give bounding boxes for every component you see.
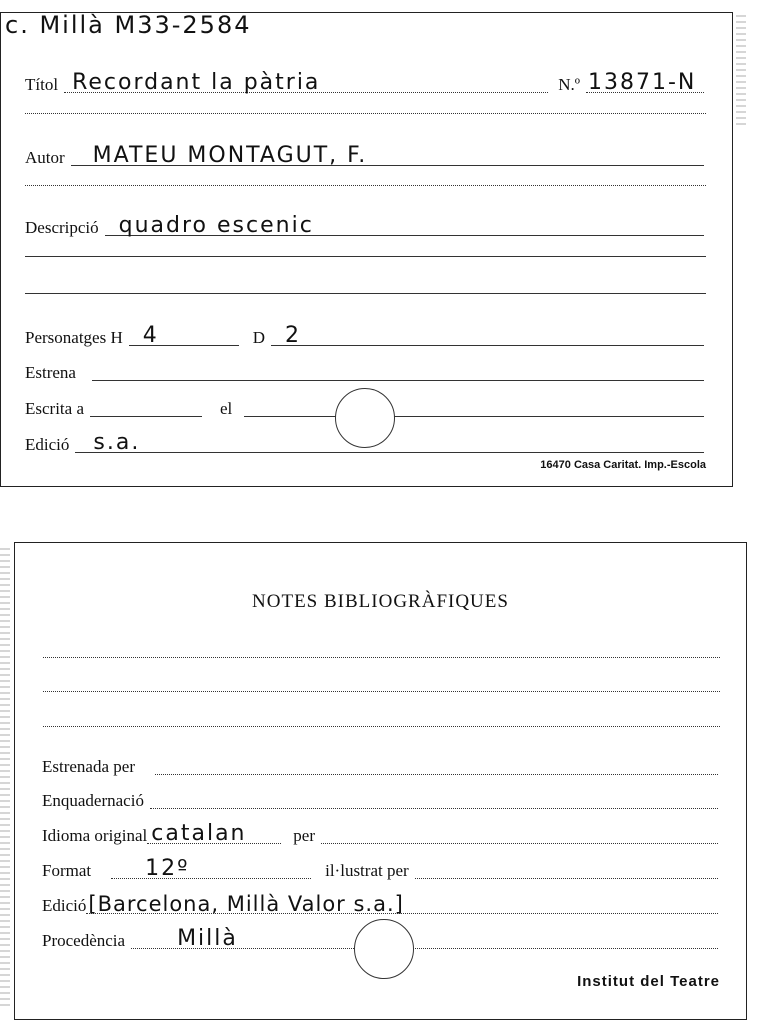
back-edicio-value: [Barcelona, Millà Valor s.a.] [88, 892, 404, 916]
titol-field [64, 72, 548, 93]
scanner-edge-left [0, 548, 10, 1008]
estrena-label: Estrena [25, 363, 76, 382]
edicio-field [75, 432, 704, 453]
catalog-card-front [0, 12, 733, 487]
titol-extra-line [25, 113, 706, 114]
edicio-label: Edició [25, 435, 70, 454]
personatges-h-value: 4 [142, 323, 159, 348]
estrenada-label: Estrenada per [42, 757, 135, 776]
el-label: el [220, 399, 233, 418]
scanner-edge-right [736, 15, 746, 125]
procedencia-field [131, 928, 718, 949]
autor-extra-line [25, 185, 706, 186]
back-edicio-row [42, 888, 720, 914]
idioma-per-field [321, 823, 718, 844]
idioma-value: catalan [151, 821, 247, 846]
descripcio-extra-line-1 [25, 256, 706, 257]
enquadernacio-field [150, 788, 718, 809]
procedencia-value: Millà [177, 926, 238, 951]
idioma-row [42, 818, 720, 844]
notes-heading: NOTES BIBLIOGRÀFIQUES [252, 591, 509, 612]
illustrat-label: il·lustrat per [325, 861, 409, 880]
idioma-per-label: per [293, 826, 315, 845]
format-label: Format [42, 861, 92, 880]
notes-line-2 [43, 691, 720, 692]
titol-value: Recordant la pàtria [72, 70, 321, 95]
descripcio-label: Descripció [25, 218, 99, 237]
enquadernacio-label: Enquadernació [42, 791, 144, 810]
back-edicio-label: Edició [42, 896, 87, 915]
el-field [244, 396, 704, 417]
personatges-d-label: D [252, 328, 266, 347]
catalog-card-back [14, 542, 747, 1020]
escrita-field [90, 396, 202, 417]
estrena-field [92, 360, 704, 381]
numero-label: N.º [558, 75, 580, 94]
printer-footer: 16470 Casa Caritat. Imp.-Escola [540, 459, 706, 471]
descripcio-extra-line-2 [25, 293, 706, 294]
punch-hole-back [354, 919, 414, 979]
personatges-d-value: 2 [285, 323, 302, 348]
estrenada-field [155, 754, 718, 775]
idioma-field [147, 823, 281, 844]
personatges-h-label: Personatges H [25, 328, 123, 347]
top-handwritten-note: c. Millà M33-2584 [5, 11, 252, 39]
procedencia-label: Procedència [42, 931, 126, 950]
autor-row [25, 140, 706, 166]
estrenada-row [42, 749, 720, 775]
illustrat-field [415, 858, 718, 879]
titol-row [25, 67, 706, 93]
notes-line-1 [43, 657, 720, 658]
personatges-h-field [129, 325, 239, 346]
edicio-value: s.a. [93, 430, 141, 455]
autor-label: Autor [25, 148, 65, 167]
institution-footer: Institut del Teatre [577, 973, 720, 990]
descripcio-field [105, 215, 704, 236]
estrena-row [25, 355, 706, 381]
personatges-d-field [271, 325, 704, 346]
titol-label: Títol [25, 75, 59, 94]
format-field [111, 858, 311, 879]
numero-value: 13871-N [588, 70, 697, 95]
personatges-row [25, 320, 706, 346]
punch-hole-front [335, 388, 395, 448]
autor-field [71, 145, 704, 166]
autor-value: MATEU MONTAGUT, F. [92, 143, 368, 168]
format-row [42, 853, 720, 879]
back-edicio-field [86, 893, 718, 914]
enquadernacio-row [42, 783, 720, 809]
escrita-label: Escrita a [25, 399, 84, 418]
numero-field [586, 72, 704, 93]
descripcio-row [25, 210, 706, 236]
notes-line-3 [43, 726, 720, 727]
idioma-label: Idioma original [42, 826, 148, 845]
descripcio-value: quadro escenic [118, 213, 314, 238]
format-value: 12º [145, 856, 190, 881]
